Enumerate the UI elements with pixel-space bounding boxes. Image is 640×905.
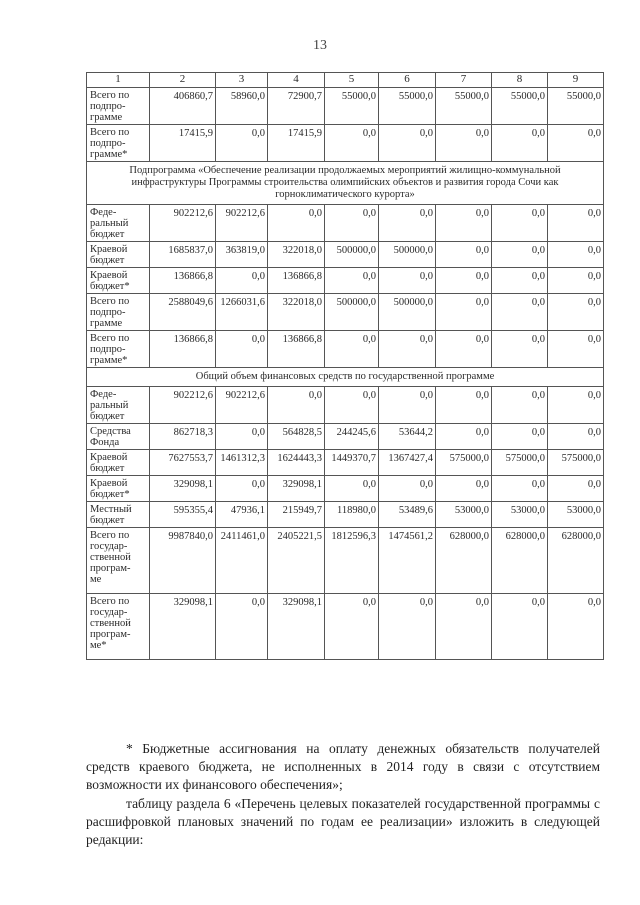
table-row — [87, 450, 604, 476]
table-row — [87, 124, 604, 161]
table-cell: 0,0 — [492, 387, 548, 424]
table-cell: 72900,7 — [268, 87, 325, 124]
table-cell: 1266031,6 — [216, 293, 268, 330]
table-cell: 9987840,0 — [150, 528, 216, 594]
table-cell: 0,0 — [268, 387, 325, 424]
table-cell: 0,0 — [379, 476, 436, 502]
footnote-note: * Бюджетные ассигнования на оплату денежных обязательств получателей средств краевого бюджета, не исполненных в 2014 году в связи с отсутствием возможности их финансового обеспечения»; — [86, 741, 600, 793]
table-cell: 0,0 — [492, 124, 548, 161]
table-cell: 329098,1 — [268, 476, 325, 502]
table-cell: 0,0 — [216, 124, 268, 161]
budget-table-body — [87, 73, 604, 660]
table-cell: 628000,0 — [436, 528, 492, 594]
table-cell: 329098,1 — [150, 476, 216, 502]
table-row — [87, 330, 604, 367]
table-cell: 0,0 — [548, 204, 604, 241]
table-row — [87, 267, 604, 293]
table-cell: 0,0 — [548, 594, 604, 660]
table-cell: 1367427,4 — [379, 450, 436, 476]
table-cell: 0,0 — [436, 267, 492, 293]
table-cell: 595355,4 — [150, 502, 216, 528]
table-cell: 53489,6 — [379, 502, 436, 528]
table-cell: 17415,9 — [268, 124, 325, 161]
column-header: 2 — [150, 73, 216, 88]
table-row — [87, 241, 604, 267]
table-cell: 0,0 — [436, 124, 492, 161]
column-header: 5 — [325, 73, 379, 88]
table-cell: 0,0 — [548, 424, 604, 450]
column-header: 4 — [268, 73, 325, 88]
table-cell: 0,0 — [436, 424, 492, 450]
table-cell: 0,0 — [548, 241, 604, 267]
table-cell: 406860,7 — [150, 87, 216, 124]
table-cell: 902212,6 — [150, 204, 216, 241]
table-row — [87, 528, 604, 594]
table-cell: 0,0 — [436, 476, 492, 502]
budget-table-container — [86, 72, 603, 660]
table-cell: 0,0 — [379, 594, 436, 660]
page-number: 13 — [313, 38, 327, 53]
row-label: Всего по подпро- грамме — [87, 293, 150, 330]
amendment-instruction: таблицу раздела 6 «Перечень целевых показателей государственной программы с расшифровкой плановых значений по годам ее реализации» изложить в следующей редакции: — [86, 795, 600, 848]
table-cell: 0,0 — [548, 293, 604, 330]
section-heading-row — [87, 368, 604, 387]
table-cell: 0,0 — [325, 387, 379, 424]
table-cell: 628000,0 — [548, 528, 604, 594]
row-label: Краевой бюджет — [87, 450, 150, 476]
table-cell: 2405221,5 — [268, 528, 325, 594]
table-cell: 0,0 — [216, 476, 268, 502]
row-label: Всего по подпро- грамме* — [87, 330, 150, 367]
table-cell: 1812596,3 — [325, 528, 379, 594]
table-cell: 1685837,0 — [150, 241, 216, 267]
table-cell: 0,0 — [492, 594, 548, 660]
table-cell: 0,0 — [436, 330, 492, 367]
table-cell: 0,0 — [492, 330, 548, 367]
table-cell: 0,0 — [436, 594, 492, 660]
table-cell: 322018,0 — [268, 241, 325, 267]
table-cell: 0,0 — [379, 330, 436, 367]
table-cell: 0,0 — [548, 387, 604, 424]
table-cell: 53000,0 — [548, 502, 604, 528]
table-cell: 500000,0 — [325, 293, 379, 330]
table-cell: 628000,0 — [492, 528, 548, 594]
row-label: Краевой бюджет* — [87, 267, 150, 293]
table-cell: 0,0 — [548, 267, 604, 293]
table-cell: 0,0 — [492, 241, 548, 267]
column-header: 8 — [492, 73, 548, 88]
table-cell: 58960,0 — [216, 87, 268, 124]
table-cell: 0,0 — [379, 267, 436, 293]
table-row — [87, 87, 604, 124]
table-cell: 0,0 — [325, 594, 379, 660]
footnote-block — [86, 740, 600, 849]
table-cell: 0,0 — [436, 293, 492, 330]
table-cell: 500000,0 — [379, 293, 436, 330]
table-cell: 575000,0 — [492, 450, 548, 476]
row-label: Всего по государ- ственной програм- ме — [87, 528, 150, 594]
table-cell: 0,0 — [436, 387, 492, 424]
row-label: Всего по подпро- грамме* — [87, 124, 150, 161]
row-label: Всего по подпро- грамме — [87, 87, 150, 124]
section-heading: Подпрограмма «Обеспечение реализации продолжаемых мероприятий жилищно-коммунальной инфраструктуры Программы строительства олимпийских объектов и развития города Сочи как горноклиматического курорта» — [87, 161, 604, 204]
table-cell: 500000,0 — [379, 241, 436, 267]
table-cell: 244245,6 — [325, 424, 379, 450]
table-cell: 136866,8 — [268, 330, 325, 367]
table-cell: 363819,0 — [216, 241, 268, 267]
table-row — [87, 476, 604, 502]
table-cell: 0,0 — [548, 124, 604, 161]
table-cell: 0,0 — [216, 424, 268, 450]
table-row — [87, 387, 604, 424]
table-cell: 0,0 — [216, 267, 268, 293]
table-row — [87, 293, 604, 330]
table-cell: 0,0 — [492, 476, 548, 502]
table-cell: 0,0 — [436, 241, 492, 267]
table-cell: 0,0 — [492, 424, 548, 450]
table-cell: 0,0 — [216, 594, 268, 660]
table-cell: 7627553,7 — [150, 450, 216, 476]
table-cell: 136866,8 — [150, 267, 216, 293]
table-cell: 564828,5 — [268, 424, 325, 450]
table-cell: 0,0 — [325, 124, 379, 161]
table-row — [87, 594, 604, 660]
table-cell: 575000,0 — [436, 450, 492, 476]
section-heading-row — [87, 161, 604, 204]
table-cell: 215949,7 — [268, 502, 325, 528]
table-cell: 0,0 — [268, 204, 325, 241]
table-cell: 322018,0 — [268, 293, 325, 330]
table-row — [87, 502, 604, 528]
section-heading: Общий объем финансовых средств по государственной программе — [87, 368, 604, 387]
column-header: 6 — [379, 73, 436, 88]
table-cell: 0,0 — [548, 330, 604, 367]
row-label: Феде- ральный бюджет — [87, 204, 150, 241]
table-cell: 902212,6 — [216, 387, 268, 424]
table-cell: 53000,0 — [492, 502, 548, 528]
row-label: Краевой бюджет* — [87, 476, 150, 502]
table-cell: 329098,1 — [268, 594, 325, 660]
table-cell: 0,0 — [492, 204, 548, 241]
table-cell: 0,0 — [325, 330, 379, 367]
column-header: 9 — [548, 73, 604, 88]
table-cell: 0,0 — [492, 267, 548, 293]
table-cell: 118980,0 — [325, 502, 379, 528]
budget-table — [86, 72, 604, 660]
table-cell: 0,0 — [325, 267, 379, 293]
table-cell: 53644,2 — [379, 424, 436, 450]
table-cell: 0,0 — [325, 204, 379, 241]
table-cell: 862718,3 — [150, 424, 216, 450]
table-cell: 136866,8 — [268, 267, 325, 293]
table-cell: 0,0 — [492, 293, 548, 330]
table-cell: 0,0 — [379, 387, 436, 424]
row-label: Всего по государ- ственной програм- ме* — [87, 594, 150, 660]
table-cell: 575000,0 — [548, 450, 604, 476]
table-cell: 0,0 — [379, 124, 436, 161]
table-cell: 55000,0 — [548, 87, 604, 124]
row-label: Краевой бюджет — [87, 241, 150, 267]
table-cell: 329098,1 — [150, 594, 216, 660]
table-cell: 55000,0 — [492, 87, 548, 124]
table-cell: 0,0 — [548, 476, 604, 502]
column-header: 1 — [87, 73, 150, 88]
table-cell: 0,0 — [325, 476, 379, 502]
table-cell: 1624443,3 — [268, 450, 325, 476]
column-header: 7 — [436, 73, 492, 88]
table-cell: 902212,6 — [150, 387, 216, 424]
table-cell: 1461312,3 — [216, 450, 268, 476]
table-cell: 55000,0 — [325, 87, 379, 124]
table-cell: 902212,6 — [216, 204, 268, 241]
table-cell: 55000,0 — [379, 87, 436, 124]
table-cell: 55000,0 — [436, 87, 492, 124]
table-cell: 1474561,2 — [379, 528, 436, 594]
table-header-row — [87, 73, 604, 88]
column-header: 3 — [216, 73, 268, 88]
row-label: Феде- ральный бюджет — [87, 387, 150, 424]
table-cell: 136866,8 — [150, 330, 216, 367]
table-cell: 500000,0 — [325, 241, 379, 267]
table-cell: 1449370,7 — [325, 450, 379, 476]
table-cell: 0,0 — [216, 330, 268, 367]
table-cell: 17415,9 — [150, 124, 216, 161]
table-cell: 0,0 — [436, 204, 492, 241]
table-row — [87, 424, 604, 450]
table-cell: 47936,1 — [216, 502, 268, 528]
table-cell: 2588049,6 — [150, 293, 216, 330]
table-row — [87, 204, 604, 241]
table-cell: 53000,0 — [436, 502, 492, 528]
table-cell: 0,0 — [379, 204, 436, 241]
row-label: Местный бюджет — [87, 502, 150, 528]
row-label: Средства Фонда — [87, 424, 150, 450]
table-cell: 2411461,0 — [216, 528, 268, 594]
